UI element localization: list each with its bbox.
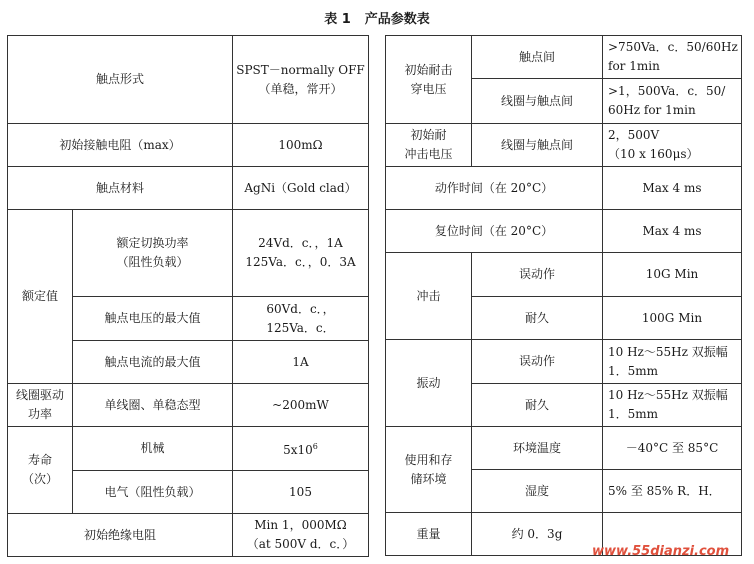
surge-value-line2: （10 x 160μs） [608,147,699,161]
surge-group-label-line1: 初始耐 [410,128,447,142]
table-row [386,124,742,167]
environment-temperature-label: 环境温度 [472,427,603,470]
vibration-malfunction-value-line1: 10 Hz～55Hz 双振幅 [608,344,728,359]
surge-label: 线圈与触点间 [472,124,603,167]
shock-group-label: 冲击 [386,253,472,340]
weight-label: 重量 [386,513,472,556]
switching-power-label [73,210,233,297]
vibration-durability-label: 耐久 [472,384,603,427]
mechanical-life-value [233,427,369,471]
dielectric-contacts-value-line1: >750Va．c．50/60Hz [608,40,738,54]
dielectric-group-label [386,36,472,124]
max-current-label: 触点电流的最大值 [73,341,233,384]
max-current-value: 1A [233,341,369,384]
environment-group-label-line2: 储环境 [410,471,447,486]
table-row [8,124,369,167]
mechanical-life-label: 机械 [73,427,233,471]
switching-power-label-line1: 额定切换功率 [116,236,189,250]
contact-form-value [233,36,369,124]
dielectric-coil-contacts-value [603,79,742,124]
release-time-label: 复位时间（在 20°C） [386,210,603,253]
initial-insulation-label: 初始绝缘电阻 [8,514,233,557]
table-title-label: 表 1 [324,12,351,27]
electrical-life-label: 电气（阻性负载） [73,471,233,514]
shock-malfunction-label: 误动作 [472,253,603,297]
shock-malfunction-value: 10G Min [603,253,742,297]
contact-form-value-line1: SPST－normally OFF [236,62,365,77]
table-row [8,514,369,557]
contact-material-value: AgNi（Gold clad） [233,167,369,210]
operate-time-value: Max 4 ms [603,167,742,210]
switching-power-value [233,210,369,297]
initial-insulation-value [233,514,369,557]
table-row [386,36,742,79]
dielectric-group-label-line1: 初始耐击 [404,62,453,77]
surge-group-label [386,124,472,167]
switching-power-value-line2: 125Va．c．，0．3A [245,255,356,269]
dielectric-coil-contacts-value-line2: 60Hz for 1min [608,103,696,117]
environment-humidity-value: 5% 至 85% R．H． [603,470,742,513]
table-row [386,253,742,297]
environment-group-label [386,427,472,513]
coil-power-label: 单线圈、单稳态型 [73,384,233,427]
vibration-malfunction-label: 误动作 [472,340,603,384]
vibration-durability-value-line2: 1．5mm [608,407,659,421]
table-title-text: 产品参数表 [364,12,430,27]
table-row [8,36,369,124]
dielectric-contacts-value-line2: for 1min [608,59,660,73]
shock-durability-value: 100G Min [603,297,742,340]
table-row [8,427,369,471]
surge-value-line1: 2，500V [608,128,660,142]
environment-humidity-label: 湿度 [472,470,603,513]
vibration-durability-value-line1: 10 Hz～55Hz 双振幅 [608,388,728,402]
vibration-durability-value [603,384,742,427]
mechanical-life-value-base: 5x10 [283,443,313,457]
vibration-malfunction-value-line2: 1．5mm [608,363,659,378]
dielectric-coil-contacts-value-line1: >1，500Va．c．50/ [608,84,726,98]
environment-group-label-line1: 使用和存 [404,452,453,467]
dielectric-group-label-line2: 穿电压 [410,81,447,96]
shock-durability-label: 耐久 [472,297,603,340]
table-row [8,210,369,297]
table-row [386,210,742,253]
right-spec-table [385,35,742,556]
table-row [8,167,369,210]
life-group-label-line2: （次） [21,472,58,486]
table-row [386,340,742,384]
left-spec-table [7,35,369,557]
max-voltage-label: 触点电压的最大值 [73,297,233,341]
dielectric-coil-contacts-label: 线圈与触点间 [472,79,603,124]
coil-power-group-label [8,384,73,427]
initial-contact-resistance-label: 初始接触电阻（max） [8,124,233,167]
table-title [0,8,754,27]
max-voltage-value [233,297,369,341]
electrical-life-value: 105 [233,471,369,514]
initial-insulation-value-line1: Min 1，000MΩ [254,518,347,532]
max-voltage-value-line2: 125Va．c． [266,320,335,335]
max-voltage-value-line1: 60Vd．c．， [266,301,335,316]
weight-value: 约 0．3g [472,513,603,556]
contact-form-value-line2: （单稳，常开） [258,81,343,96]
coil-power-group-label-line2: 功率 [27,407,52,421]
dielectric-contacts-label: 触点间 [472,36,603,79]
watermark: www.55dianzi.com [592,544,730,559]
table-row [386,427,742,470]
life-group-label-line1: 寿命 [27,453,52,467]
vibration-group-label: 振动 [386,340,472,427]
mechanical-life-value-exponent: 6 [312,442,318,451]
dielectric-contacts-value [603,36,742,79]
table-row [386,167,742,210]
table-row [8,384,369,427]
switching-power-label-line2: （阻性负载） [116,255,189,269]
initial-insulation-value-line2: （at 500V d．c．） [246,537,355,551]
release-time-value: Max 4 ms [603,210,742,253]
surge-value [603,124,742,167]
operate-time-label: 动作时间（在 20°C） [386,167,603,210]
contact-form-label: 触点形式 [8,36,233,124]
switching-power-value-line1: 24Vd．c．，1A [258,236,343,250]
life-group-label [8,427,73,514]
surge-group-label-line2: 冲击电压 [404,147,453,161]
coil-power-value: ~200mW [233,384,369,427]
vibration-malfunction-value [603,340,742,384]
environment-temperature-value: －40°C 至 85°C [603,427,742,470]
contact-material-label: 触点材料 [8,167,233,210]
rating-group-label: 额定值 [8,210,73,384]
initial-contact-resistance-value: 100mΩ [233,124,369,167]
coil-power-group-label-line1: 线圈驱动 [15,388,64,402]
